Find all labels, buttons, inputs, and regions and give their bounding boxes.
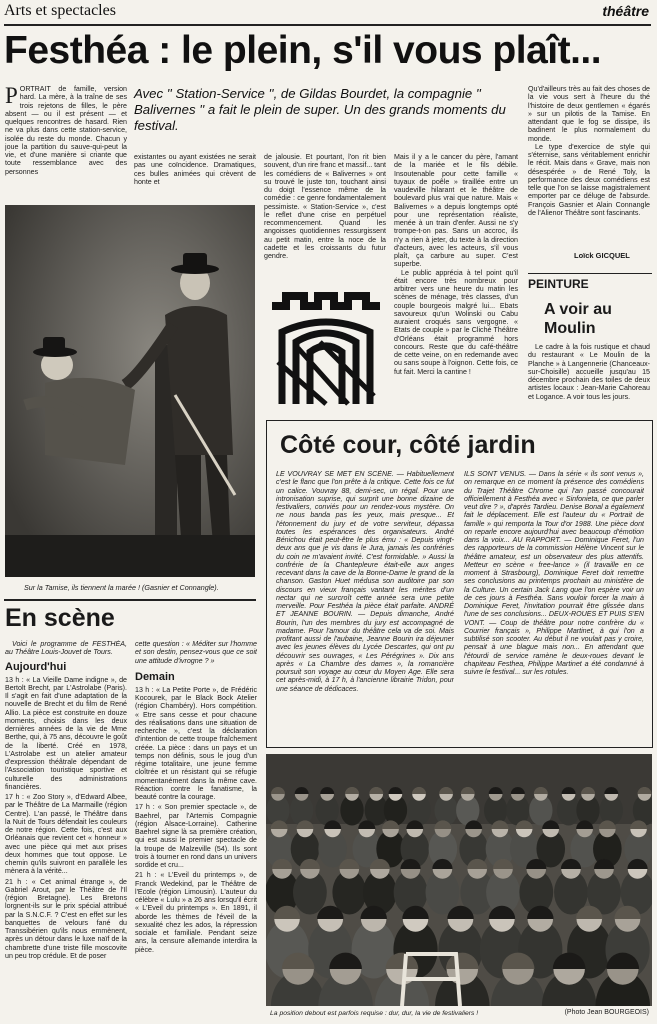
photo-audience-image — [266, 754, 652, 1006]
castle-logo-icon — [268, 292, 384, 408]
lead-col-5 — [528, 85, 650, 265]
lead-paragraph-5: Le public apprécia à tel point qu'il était encore très nombreux pour arbitrer vers une heure du matin les scènes de ménage, très classes, d'un couple bourgeois malgré lui... Ebats savoureux qu'un Wolinski ou Cabu auraient croqués sans vergogne. « Etats de couple » par le Cliché Théâtre d'Orléans était programmé hors concours. Reste que du café-théâtre de cette veine, on en redemande avec ou sans soupe à l'oignon. Cette fois, ce fut fait. Merci la cantine ! — [394, 268, 518, 376]
peinture-title: A voir au Moulin — [544, 301, 612, 337]
section-label: Arts et spectacles — [4, 2, 116, 19]
deck: Avec '' Station-Service '', de Gildas Bourdet, la compagnie '' Balivernes '' a fait le plein de super. Un des grands moments du festival. — [134, 86, 506, 134]
header-rule — [4, 24, 651, 26]
photo2-credit: (Photo Jean BOURGEOIS) — [564, 1009, 649, 1016]
en-scene-col-1 — [5, 640, 127, 1020]
peinture-rule — [528, 273, 652, 274]
demain-item-2: 17 h : « Son premier spectacle », de Baehrel, par l'Artemis Compagnie (région Alsace-Lorraine). Catherine Baehrel signe là sa première création, qui est aussi le premier spectacle de la troupe de Malzeville (54). Ils sont trois à tourner en rond dans un univers sordide et cru... — [135, 803, 257, 869]
lead-col-3 — [264, 153, 386, 271]
photo-audience — [266, 754, 652, 1006]
en-scene-intro: Voici le programme de FESTHÉA, au Théâtre Louis-Jouvet de Tours. — [5, 640, 127, 657]
dropcap: P — [5, 85, 18, 108]
lead-paragraph-7: Le type d'exercice de style qui s'éternise, sans véritablement enrichir le récit. Mais dans « Grave, mais non désespérée » de René Toly, la performance des deux comédiens est telle que l'on se laisse magistralement emporter par ce déluge de l'absurde. François Gasnier et Alain Connangle de l'Alienor Théâtre sont fascinants. — [528, 142, 650, 217]
today-item-3: 21 h : « Cet animal étrange », de Gabriel Arout, par le Théâtre de l'Il (région Bretagne). Les Bretons lorgnent-ils sur le prix spécial attribué par la S.N.C.F. ? C'est en effet sur les banquettes de velours fané du Transsibérien qu'ils nous emmènent, après un détour dans le luxe naïf de la chambrette d'une triste fille moscovite un peu trop crédule. Et de poser — [5, 877, 127, 960]
cote-col-2 — [464, 470, 644, 742]
lead-paragraph-1: ORTRAIT de famille, version hard. La mère, à la traîne de ses trois rejetons de filles, le père absent — ou il est présent — et quelques rencontres de hasard. Rien ne va plus dans cette station-service, isolée du reste du monde. Chacun y joue la partition du sauve-qui-peut la vie, et d'une manière si criante que toute ressemblance avec des personnes — [5, 85, 127, 176]
en-scene-col-2 — [135, 640, 257, 1020]
signature: Loïck GICQUEL — [574, 251, 630, 260]
lead-paragraph-6: Qu'd'ailleurs très au fait des choses de la vie vous sert à l'heure du thé l'histoire de deux gentlemen « égarés » sur un pilotis de la Tamise. En attendant que le fog se dissipe, ils badinent le plus normalement du monde. — [528, 85, 650, 143]
lead-col-1 — [5, 85, 127, 198]
photo-actors-tamise — [5, 205, 255, 577]
rubric-label: théâtre — [602, 3, 649, 19]
cote-paragraph-2: ILS SONT VENUS. — Dans la série « ils sont venus », on remarque en ce moment la présence des comédiens du Trajet Théâtre Chrome qui l'an passé concourait officiellement à Festhéa avec « Sinfonieta, ce que parler veut dire ? », d'après Tardieu. Denise Bonal a également fait le déplacement. Elle est l'auteur du « Portrait de famille » qui remporta la Tour d'or 1988. Une pièce dont on reparle encore aujourd'hui avec beaucoup d'émotion dans la voix... AU RAPPORT. — Dominique Feret, l'un des rapporteurs de la commission Hélène Vincent sur le théâtre amateur, est un observateur des plus attentifs. Metteur en scène « free-lance » (il travaille en ce moment à Strasbourg), Dominique Feret doit remettre ses conclusions au printemps prochain au ministère de la Culture. Un certain Jack Lang que l'on espère voir un de ces jours à Festhéa. Sans vouloir forcer la main à Dominique Feret, l'invitation pourrait être glissée dans l'une de ses conclusions... DEUX-ROUES ET PUIS S'EN VONT. — Coup de théâtre pour notre confrère du « Courrier français », Philippe Martinet, à qui l'on a subtilisé son scooter. Au début il ne voulait pas y croire, pensait à une blague mais non... En attendant que l'étourdi de service ramène le deux-roues devant le chapiteau Festhea, Philippe Martinet a été condamné à suivre le festival... sur les rotules. — [464, 470, 644, 676]
today-item-2: 17 h : « Zoo Story », d'Edward Albee, par le Théâtre de La Marmaille (région Centre). L'an passé, le Théâtre dans la Nuit de Tours défendait les couleurs de notre région. Cette fois, c'est aux Orléanais que revient cet « honneur » avec une pièce qui met aux prises deux hommes que tout oppose. Le chemin qu'ils suivront en parallèle les mènera à la vérité... — [5, 793, 127, 876]
en-scene-rule — [4, 599, 256, 601]
peinture-body — [528, 343, 650, 413]
festhea-logo — [268, 292, 384, 408]
today-item-1: 13 h : « La Vieille Dame indigne », de Bertolt Brecht, par L'Astrolabe (Paris). Il s'agit en fait d'une adaptation de la nouvelle de Brecht et du film de René Allio. La pièce est construite en douze moments, choisis dans les deux dernières années de la vie de Mme Berthe, qui, à 75 ans, découvre le goût de la liberté. Créé en 1978, L'Astrolabe est un atelier amateur d'expression théâtrale dépendant de l'Association touristique sportive et culturelle des administrations financières. — [5, 675, 127, 791]
lead-col-4 — [394, 153, 518, 413]
lead-paragraph-2: existantes ou ayant existées ne serait pas une coïncidence. Dramatiques, ces bulles animées qui crèvent de honte et — [134, 153, 256, 186]
cote-cour-title: Côté cour, côté jardin — [280, 431, 536, 459]
demain-item-1: 13 h : « La Petite Porte », de Frédéric Kocourek, par le Black Bock Atelier (région Chambéry). Hors compétition. « Etre sans cesse et pour chacune des réalisations dans une situation de recherche », c'est la déclaration d'intention de cette troupe fraîchement créée. La pièce : dans un pays et un temps non définis, sous le joug d'un régime totalitaire, une jeune femme cloîtrée et un résistant qui se réfugie momentanément dans la même cave. Réaction contre le fanatisme, la beauté contre la courage. — [135, 685, 257, 801]
photo1-caption: Sur la Tamise, ils tiennent la marée ! (Gasnier et Connangle). — [24, 583, 219, 592]
peinture-paragraph: Le cadre à la fois rustique et chaud du restaurant « Le Moulin de la Planche » à Langennerie (Chanceaux-sur-Choisille) accueille jusqu'au 15 décembre prochain des toiles de deux artistes locaux : Jean-Marie Cahoreau et Logance. A voir tous les jours. — [528, 343, 650, 401]
peinture-kicker: PEINTURE — [528, 277, 589, 291]
headline: Festhéa : le plein, s'il vous plaît... — [4, 29, 602, 72]
photo2-caption: La position debout est parfois requise : dur, dur, la vie de festivaliers ! — [270, 1010, 479, 1017]
cote-col-1 — [276, 470, 454, 742]
demain-heading: Demain — [135, 670, 175, 683]
demain-item-3: 21 h : « L'Eveil du printemps », de Franck Wedekind, par le Théâtre de l'Ecole (région Limousin). L'auteur du célèbre « Lulu » a 26 ans lorsqu'il écrit « L'Eveil du printemps ». En 1891, il aborde les thèmes de l'éveil de la sexualité chez les ados, la répression sociale et familiale. Pendant seize ans, la censure allemande interdira la pièce. — [135, 871, 257, 954]
cote-paragraph-1: LE VOUVRAY SE MET EN SCÈNE. — Habituellement c'est le flanc que l'on prête à la critique. Cette fois ce fut un calice. Vouvray 88, demi-sec, un régal. Pour une intronisation suprise, qui surprit une bonne dizaine de festivaliers, conviés pour un rendez-vous mystère. On ne nous banda pas les yeux, mais presque... Et l'étonnement du jury et de votre serviteur, dépassa toutes les espérances des organisateurs. André Bénichou était peut-être le plus ému : « Depuis vingt-deux ans que je vis dans le Jura, jamais les confréries du coin ne m'avaient invité. C'est formidable. » Aussi la confrérie de la Chantepleure était-elle aux anges recevant dans la cave de la Bonne-Dame le grand de la chanson. Gaston Huet médusa son auditoire par son discours en vieux français vantant les mérites d'un nectar qui ne surcroît cette année sera une petite merveille. Pour Festhéa la pièce était parfaite. ANDRÉ ET JEANNE BOURIN. — Depuis dimanche, André Bourin, l'un des membres du jury est accompagné de madame. Pour l'amour du théâtre cela va de soi. Mais profitant aussi de l'aubaine, Jeanne Bourin ira déjeuner avec les jeunes élèves du Lycée Descartes, qui ont pu découvrir ses ouvrages, « Les Pérégrines ». Dix ans après « La Chambre des dames », la romancière poursuit son voyage au cœur du Moyen Age. Elle sera cet après-midi, à 17 h, à l'ancienne librairie Tridon, pour une séance de dédicaces. — [276, 470, 454, 693]
lead-paragraph-3: de jalousie. Et pourtant, l'on rit bien souvent, d'un rire franc et massif... tant les comédiens de « Balivernes » ont su trouvé le juste ton, touchant ainsi du doigt l'essence même de la comédie : ce genre fondamentalement pessimiste. « Station-Service », c'est le reflet d'une crise en perpétuel recommencement. Quand les angoisses quotidiennes ressurgissent au petit matin, entre la noce de la cadette et les croissants du futur gendre. — [264, 153, 386, 260]
lead-paragraph-4: Mais il y a le cancer du père, l'amant de la mariée et le fils débile. Insoutenable pour cette famille « tuyaux de poêle » tiraillée entre un vaudeville hilarant et le théâtre de boulevard plus vrai que nature. Mais « Balivernes » a depuis longtemps opté pour une représentation réaliste, menée à un train d'enfer. Aussi ne s'y trompe-t-on pas. Sans un accroc, ils n'y a rien à jeter, du texte à la direction d'acteurs, avec les acteurs, s'il vous plaît, ça carbure au super. C'est superbe. — [394, 153, 518, 269]
lead-col-2 — [134, 153, 256, 194]
today-heading: Aujourd'hui — [5, 660, 67, 673]
en-scene-question: cette question : « Méditer sur l'homme et son destin, pensez-vous que ce soit une attitude d'ivrogne ? » — [135, 640, 257, 665]
en-scene-title: En scène — [5, 604, 115, 632]
photo-actors-image — [5, 205, 255, 577]
